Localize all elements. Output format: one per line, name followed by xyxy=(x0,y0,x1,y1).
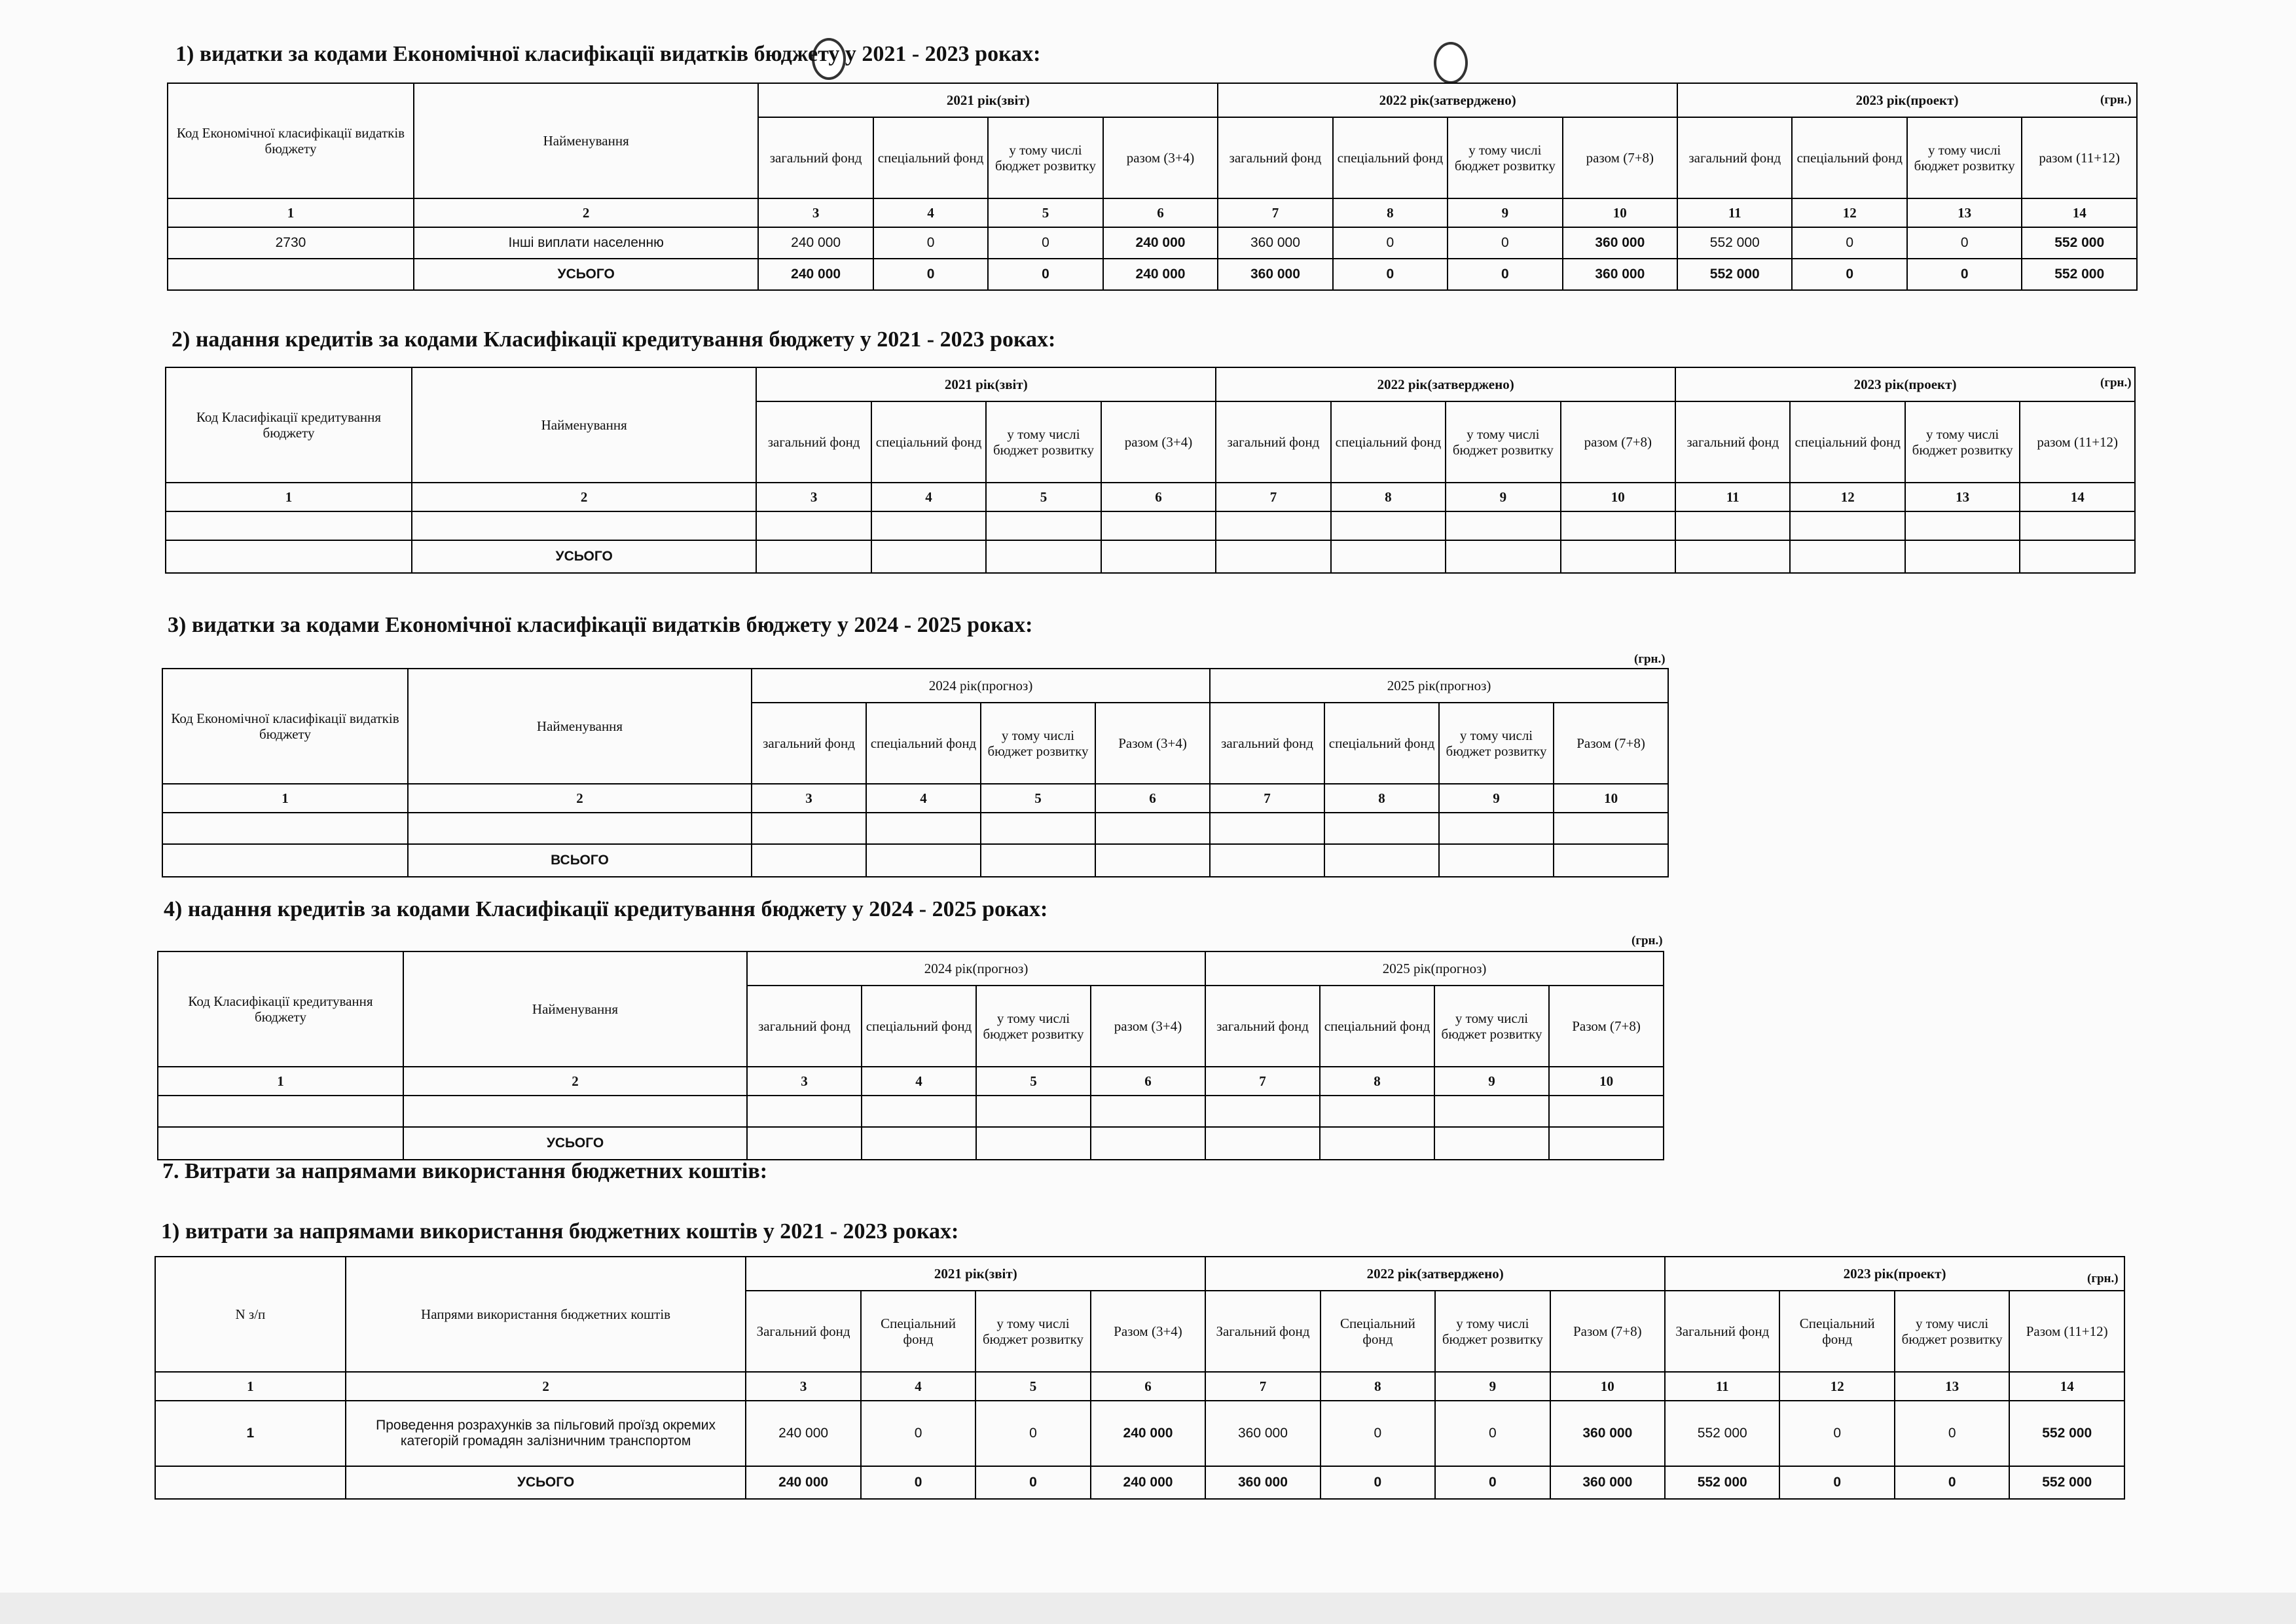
name-header: Найменування xyxy=(408,669,752,784)
code-header: Код Економічної класифікації видатків бюджету xyxy=(162,669,408,784)
fund-header: разом (11+12) xyxy=(2020,401,2135,483)
column-number: 9 xyxy=(1448,198,1562,227)
code-header: Код Класифікації кредитування бюджету xyxy=(158,951,403,1067)
column-number: 6 xyxy=(1101,483,1216,511)
year-header: 2023 рік(проект) xyxy=(1677,83,2137,117)
value-cell: 0 xyxy=(975,1466,1090,1499)
section-title: 1) витрати за напрямами використання бюджетних коштів у 2021 - 2023 роках: xyxy=(161,1219,959,1244)
year-header: 2023 рік(проект) xyxy=(1675,367,2135,401)
value-cell: 240 000 xyxy=(1103,227,1218,259)
column-number: 5 xyxy=(988,198,1102,227)
value-cell: 0 xyxy=(1321,1466,1435,1499)
fund-header: загальний фонд xyxy=(756,401,871,483)
column-number: 7 xyxy=(1218,198,1332,227)
column-number: 4 xyxy=(861,1372,975,1401)
fund-header: загальний фонд xyxy=(752,703,866,784)
value-cell: 360 000 xyxy=(1205,1466,1320,1499)
expenditure-table-2021-2023 xyxy=(167,83,2138,291)
row-number: 1 xyxy=(155,1401,346,1466)
fund-header: у тому числі бюджет розвитку xyxy=(1907,117,2022,198)
fund-header: у тому числі бюджет розвитку xyxy=(1895,1291,2009,1372)
fund-header: разом (11+12) xyxy=(2022,117,2137,198)
empty-row xyxy=(158,1096,1664,1127)
fund-header: спеціальний фонд xyxy=(1331,401,1446,483)
fund-header: у тому числі бюджет розвитку xyxy=(1448,117,1562,198)
fund-header: спеціальний фонд xyxy=(1790,401,1904,483)
column-number: 14 xyxy=(2020,483,2135,511)
column-number: 14 xyxy=(2009,1372,2124,1401)
year-header: 2025 рік(прогноз) xyxy=(1205,951,1664,986)
section-title: 4) надання кредитів за кодами Класифікації кредитування бюджету у 2024 - 2025 роках: xyxy=(164,897,1048,921)
punch-hole-right xyxy=(1434,42,1468,84)
column-number: 9 xyxy=(1439,784,1554,813)
total-row xyxy=(155,1466,2124,1499)
value-cell: 240 000 xyxy=(1091,1401,1205,1466)
value-cell: 0 xyxy=(1907,227,2022,259)
value-cell: 0 xyxy=(1779,1466,1894,1499)
value-cell: 360 000 xyxy=(1550,1401,1665,1466)
year-header: 2024 рік(прогноз) xyxy=(747,951,1205,986)
fund-header: Загальний фонд xyxy=(1205,1291,1320,1372)
value-cell: 0 xyxy=(975,1401,1090,1466)
value-cell: 360 000 xyxy=(1563,259,1677,290)
year-header: 2021 рік(звіт) xyxy=(758,83,1218,117)
value-cell: 552 000 xyxy=(2022,227,2137,259)
column-number: 3 xyxy=(758,198,873,227)
column-number: 7 xyxy=(1205,1372,1320,1401)
column-number: 8 xyxy=(1324,784,1439,813)
fund-header: загальний фонд xyxy=(747,986,862,1067)
column-number: 1 xyxy=(155,1372,346,1401)
expenditure-table-2024-2025 xyxy=(162,668,1669,877)
column-number: 10 xyxy=(1563,198,1677,227)
total-row xyxy=(162,844,1668,877)
column-number: 4 xyxy=(862,1067,976,1096)
value-cell: 0 xyxy=(861,1466,975,1499)
code-header: Код Класифікації кредитування бюджету xyxy=(166,367,412,483)
fund-header: Спеціальний фонд xyxy=(1321,1291,1435,1372)
code-cell: 2730 xyxy=(168,227,414,259)
value-cell: 240 000 xyxy=(758,259,873,290)
fund-header: спеціальний фонд xyxy=(1324,703,1439,784)
column-number: 10 xyxy=(1550,1372,1665,1401)
column-number: 3 xyxy=(747,1067,862,1096)
total-label: УСЬОГО xyxy=(414,259,758,290)
fund-header: у тому числі бюджет розвитку xyxy=(981,703,1095,784)
value-cell: 0 xyxy=(1895,1466,2009,1499)
direction-header: Напрями використання бюджетних коштів xyxy=(346,1257,746,1372)
value-cell: 360 000 xyxy=(1218,227,1332,259)
fund-header: спеціальний фонд xyxy=(862,986,976,1067)
column-number: 8 xyxy=(1331,483,1446,511)
fund-header: у тому числі бюджет розвитку xyxy=(988,117,1102,198)
value-cell: 360 000 xyxy=(1218,259,1332,290)
scan-bottom-edge xyxy=(0,1593,2296,1624)
total-row xyxy=(168,259,2137,290)
fund-header: загальний фонд xyxy=(1675,401,1790,483)
fund-header: у тому числі бюджет розвитку xyxy=(986,401,1101,483)
column-number: 13 xyxy=(1907,198,2022,227)
fund-header: у тому числі бюджет розвитку xyxy=(1446,401,1560,483)
fund-header: загальний фонд xyxy=(1677,117,1792,198)
total-row xyxy=(158,1127,1664,1160)
value-cell: 240 000 xyxy=(1103,259,1218,290)
column-number: 6 xyxy=(1103,198,1218,227)
fund-header: у тому числі бюджет розвитку xyxy=(1439,703,1554,784)
column-number: 6 xyxy=(1095,784,1210,813)
total-label: УСЬОГО xyxy=(403,1127,747,1160)
unit-label: (грн.) xyxy=(2087,1272,2119,1285)
year-header: 2022 рік(затверджено) xyxy=(1216,367,1675,401)
code-cell xyxy=(168,259,414,290)
value-cell: 0 xyxy=(1435,1466,1550,1499)
section-title: 3) видатки за кодами Економічної класифікації видатків бюджету у 2024 - 2025 роках: xyxy=(168,613,1033,637)
fund-header: у тому числі бюджет розвитку xyxy=(1905,401,2020,483)
empty-row xyxy=(166,511,2135,540)
total-row xyxy=(166,540,2135,573)
column-number: 9 xyxy=(1446,483,1560,511)
fund-header: Спеціальний фонд xyxy=(1779,1291,1894,1372)
column-number: 14 xyxy=(2022,198,2137,227)
value-cell: 0 xyxy=(1448,227,1562,259)
value-cell: 240 000 xyxy=(746,1466,860,1499)
fund-header: у тому числі бюджет розвитку xyxy=(976,986,1091,1067)
fund-header: Загальний фонд xyxy=(746,1291,860,1372)
column-number: 2 xyxy=(414,198,758,227)
value-cell: 0 xyxy=(1333,227,1448,259)
value-cell: 0 xyxy=(873,259,988,290)
value-cell: 0 xyxy=(1435,1401,1550,1466)
fund-header: Разом (11+12) xyxy=(2009,1291,2124,1372)
fund-header: спеціальний фонд xyxy=(873,117,988,198)
year-header: 2023 рік(проект) xyxy=(1665,1257,2124,1291)
value-cell: 552 000 xyxy=(1665,1401,1779,1466)
column-number: 5 xyxy=(975,1372,1090,1401)
column-number: 7 xyxy=(1210,784,1324,813)
fund-header: загальний фонд xyxy=(1218,117,1332,198)
fund-header: разом (3+4) xyxy=(1101,401,1216,483)
fund-header: спеціальний фонд xyxy=(871,401,986,483)
column-number: 10 xyxy=(1554,784,1668,813)
fund-header: Загальний фонд xyxy=(1665,1291,1779,1372)
number-header: N з/п xyxy=(155,1257,346,1372)
column-number: 13 xyxy=(1905,483,2020,511)
unit-label: (грн.) xyxy=(1634,652,1666,666)
fund-header: загальний фонд xyxy=(1205,986,1320,1067)
fund-header: разом (7+8) xyxy=(1563,117,1677,198)
fund-header: спеціальний фонд xyxy=(1320,986,1434,1067)
column-number: 1 xyxy=(168,198,414,227)
column-number: 1 xyxy=(158,1067,403,1096)
column-number: 3 xyxy=(756,483,871,511)
fund-header: Разом (7+8) xyxy=(1549,986,1664,1067)
column-number: 12 xyxy=(1790,483,1904,511)
column-number: 9 xyxy=(1435,1372,1550,1401)
value-cell: 0 xyxy=(1792,259,1906,290)
fund-header: у тому числі бюджет розвитку xyxy=(975,1291,1090,1372)
column-number: 10 xyxy=(1549,1067,1664,1096)
value-cell: 0 xyxy=(861,1401,975,1466)
fund-header: Разом (7+8) xyxy=(1550,1291,1665,1372)
column-number: 7 xyxy=(1205,1067,1320,1096)
fund-header: Разом (7+8) xyxy=(1554,703,1668,784)
column-number: 2 xyxy=(408,784,752,813)
column-number: 1 xyxy=(166,483,412,511)
value-cell: 552 000 xyxy=(1665,1466,1779,1499)
column-number: 3 xyxy=(752,784,866,813)
name-cell: Інші виплати населенню xyxy=(414,227,758,259)
column-number: 6 xyxy=(1091,1067,1205,1096)
value-cell: 0 xyxy=(1321,1401,1435,1466)
value-cell: 0 xyxy=(1448,259,1562,290)
section-heading: 7. Витрати за напрямами використання бюджетних коштів: xyxy=(162,1159,768,1183)
column-number: 2 xyxy=(412,483,756,511)
column-number: 1 xyxy=(162,784,408,813)
value-cell: 360 000 xyxy=(1205,1401,1320,1466)
column-number: 4 xyxy=(866,784,981,813)
unit-label: (грн.) xyxy=(2100,376,2132,390)
fund-header: загальний фонд xyxy=(1216,401,1330,483)
column-number: 4 xyxy=(873,198,988,227)
column-number: 7 xyxy=(1216,483,1330,511)
column-number: 11 xyxy=(1677,198,1792,227)
section-title: 1) видатки за кодами Економічної класифікації видатків бюджету у 2021 - 2023 роках: xyxy=(175,42,1041,66)
name-header: Найменування xyxy=(403,951,747,1067)
credit-table-2024-2025 xyxy=(157,951,1664,1160)
year-header: 2021 рік(звіт) xyxy=(756,367,1216,401)
year-header: 2025 рік(прогноз) xyxy=(1210,669,1668,703)
column-number: 2 xyxy=(403,1067,747,1096)
value-cell: 0 xyxy=(1779,1401,1894,1466)
direction-cell: Проведення розрахунків за пільговий проїзд окремих категорій громадян залізничним транспортом xyxy=(346,1401,746,1466)
section-title: 2) надання кредитів за кодами Класифікації кредитування бюджету у 2021 - 2023 роках: xyxy=(172,327,1056,352)
column-number: 2 xyxy=(346,1372,746,1401)
value-cell: 552 000 xyxy=(2009,1466,2124,1499)
value-cell: 552 000 xyxy=(2009,1401,2124,1466)
value-cell: 0 xyxy=(1333,259,1448,290)
column-number: 8 xyxy=(1321,1372,1435,1401)
fund-header: Спеціальний фонд xyxy=(861,1291,975,1372)
value-cell: 552 000 xyxy=(2022,259,2137,290)
value-cell: 0 xyxy=(988,259,1102,290)
column-number: 12 xyxy=(1792,198,1906,227)
total-label: ВСЬОГО xyxy=(408,844,752,877)
column-number: 11 xyxy=(1675,483,1790,511)
value-cell: 240 000 xyxy=(758,227,873,259)
table-row xyxy=(168,227,2137,259)
code-header: Код Економічної класифікації видатків бюджету xyxy=(168,83,414,198)
year-header: 2021 рік(звіт) xyxy=(746,1257,1205,1291)
year-header: 2022 рік(затверджено) xyxy=(1218,83,1677,117)
column-number: 6 xyxy=(1091,1372,1205,1401)
value-cell: 0 xyxy=(1907,259,2022,290)
name-header: Найменування xyxy=(412,367,756,483)
fund-header: разом (3+4) xyxy=(1091,986,1205,1067)
empty-row xyxy=(162,813,1668,844)
fund-header: разом (7+8) xyxy=(1561,401,1675,483)
credit-table-2021-2023 xyxy=(165,367,2136,574)
column-number: 12 xyxy=(1779,1372,1894,1401)
value-cell: 360 000 xyxy=(1550,1466,1665,1499)
fund-header: разом (3+4) xyxy=(1103,117,1218,198)
fund-header: спеціальний фонд xyxy=(1792,117,1906,198)
year-header: 2022 рік(затверджено) xyxy=(1205,1257,1665,1291)
value-cell: 0 xyxy=(873,227,988,259)
fund-header: у тому числі бюджет розвитку xyxy=(1435,1291,1550,1372)
unit-label: (грн.) xyxy=(2100,93,2132,107)
column-number: 9 xyxy=(1434,1067,1549,1096)
fund-header: спеціальний фонд xyxy=(866,703,981,784)
value-cell: 0 xyxy=(988,227,1102,259)
column-number: 5 xyxy=(986,483,1101,511)
fund-header: спеціальний фонд xyxy=(1333,117,1448,198)
column-number: 3 xyxy=(746,1372,860,1401)
total-label: УСЬОГО xyxy=(412,540,756,573)
value-cell: 552 000 xyxy=(1677,259,1792,290)
column-number: 10 xyxy=(1561,483,1675,511)
fund-header: загальний фонд xyxy=(1210,703,1324,784)
fund-header: у тому числі бюджет розвитку xyxy=(1434,986,1549,1067)
fund-header: Разом (3+4) xyxy=(1095,703,1210,784)
value-cell: 0 xyxy=(1895,1401,2009,1466)
value-cell: 552 000 xyxy=(1677,227,1792,259)
unit-label: (грн.) xyxy=(1631,934,1663,948)
column-number: 13 xyxy=(1895,1372,2009,1401)
column-number: 5 xyxy=(976,1067,1091,1096)
column-number: 8 xyxy=(1320,1067,1434,1096)
value-cell: 240 000 xyxy=(746,1401,860,1466)
value-cell: 240 000 xyxy=(1091,1466,1205,1499)
value-cell: 360 000 xyxy=(1563,227,1677,259)
row-number xyxy=(155,1466,346,1499)
column-number: 5 xyxy=(981,784,1095,813)
column-number: 4 xyxy=(871,483,986,511)
name-header: Найменування xyxy=(414,83,758,198)
fund-header: Разом (3+4) xyxy=(1091,1291,1205,1372)
table-row xyxy=(155,1401,2124,1466)
column-number: 8 xyxy=(1333,198,1448,227)
fund-header: загальний фонд xyxy=(758,117,873,198)
column-number: 11 xyxy=(1665,1372,1779,1401)
year-header: 2024 рік(прогноз) xyxy=(752,669,1210,703)
value-cell: 0 xyxy=(1792,227,1906,259)
directions-table-2021-2023 xyxy=(155,1256,2125,1500)
total-label: УСЬОГО xyxy=(346,1466,746,1499)
